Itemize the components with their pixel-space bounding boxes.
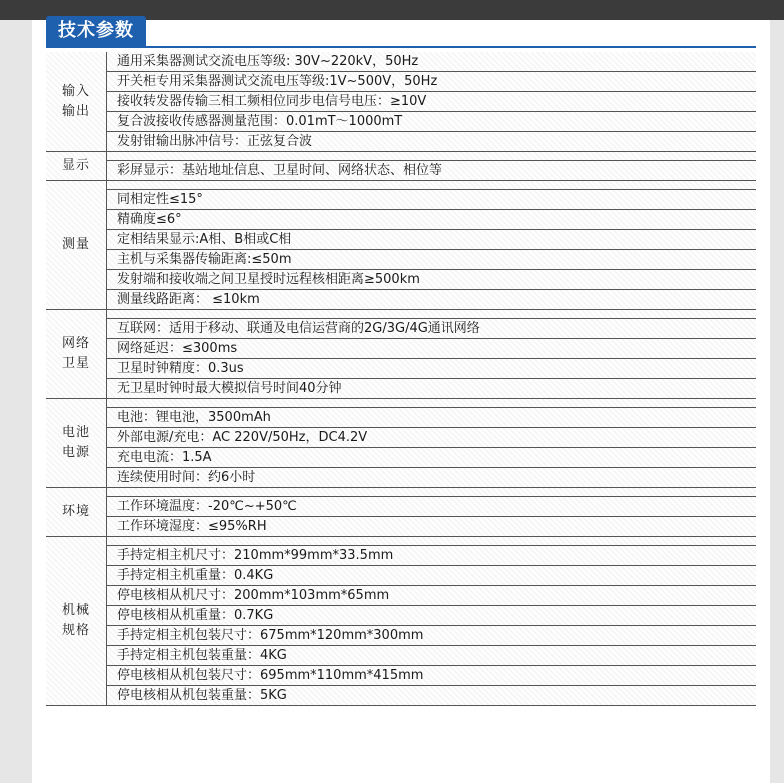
spec-row: 外部电源/充电：AC 220V/50Hz，DC4.2V <box>107 428 756 448</box>
spec-row: 定相结果显示:A相、B相或C相 <box>107 230 756 250</box>
spec-group <box>46 181 756 310</box>
spec-row: 主机与采集器传输距离:≤50m <box>107 250 756 270</box>
title-rule <box>46 46 756 48</box>
spec-row: 同相定性≤15° <box>107 190 756 210</box>
spec-group-rows <box>107 152 756 180</box>
spec-row: 测量线路距离： ≤10km <box>117 292 260 307</box>
spec-row: 工作环境温度：-20℃~+50℃ <box>107 497 756 517</box>
spec-row: 互联网：适用于移动、联通及电信运营商的2G/3G/4G通讯网络 <box>107 319 756 339</box>
spec-group-rows <box>107 488 756 536</box>
spec-row: 连续使用时间：约6小时 <box>117 470 256 485</box>
spec-group-label: 测量 <box>46 181 107 309</box>
spec-row: 手持定相主机包装尺寸：675mm*120mm*300mm <box>107 626 756 646</box>
left-margin <box>0 20 32 783</box>
spec-row: 手持定相主机尺寸：210mm*99mm*33.5mm <box>107 546 756 566</box>
spec-group-label: 环境 <box>46 488 107 536</box>
spec-group-rows <box>107 181 756 309</box>
spec-row: 停电核相从机尺寸：200mm*103mm*65mm <box>107 586 756 606</box>
spec-row: 停电核相从机包装尺寸：695mm*110mm*415mm <box>107 666 756 686</box>
spec-row: 彩屏显示：基站地址信息、卫星时间、网络状态、相位等 <box>117 163 443 178</box>
spec-group-label: 显示 <box>46 152 107 180</box>
spec-group <box>46 488 756 537</box>
spec-row: 停电核相从机包装重量：5KG <box>117 688 287 703</box>
spec-table <box>46 52 756 706</box>
spec-row: 发射端和接收端之间卫星授时远程核相距离≥500km <box>107 270 756 290</box>
spec-row: 无卫星时钟时最大模拟信号时间40分钟 <box>117 381 342 396</box>
spec-row: 停电核相从机重量：0.7KG <box>107 606 756 626</box>
spec-group <box>46 152 756 181</box>
spec-row: 充电电流：1.5A <box>107 448 756 468</box>
spec-row-spacer <box>107 399 756 408</box>
spec-group <box>46 52 756 152</box>
spec-group <box>46 399 756 488</box>
spec-group-rows <box>107 52 756 151</box>
spec-row: 电池：锂电池，3500mAh <box>107 408 756 428</box>
spec-row: 工作环境湿度：≤95%RH <box>117 519 267 534</box>
spec-group-label: 网络 卫星 <box>46 310 107 398</box>
spec-group-label: 电池 电源 <box>46 399 107 487</box>
spec-row: 通用采集器测试交流电压等级: 30V~220kV，50Hz <box>107 52 756 72</box>
spec-row-spacer <box>107 152 756 161</box>
spec-group-label: 机械 规格 <box>46 537 107 705</box>
spec-row-spacer <box>107 310 756 319</box>
spec-row: 发射钳输出脉冲信号：正弦复合波 <box>117 134 313 149</box>
spec-row: 手持定相主机包装重量：4KG <box>107 646 756 666</box>
spec-row: 手持定相主机重量：0.4KG <box>107 566 756 586</box>
spec-row: 网络延迟：≤300ms <box>107 339 756 359</box>
spec-group-label: 输入 输出 <box>46 52 107 151</box>
spec-row-spacer <box>107 488 756 497</box>
spec-row: 接收转发器传输三相工频相位同步电信号电压：≥10V <box>107 92 756 112</box>
spec-row: 复合波接收传感器测量范围：0.01mT～1000mT <box>107 112 756 132</box>
spec-row-spacer <box>107 181 756 190</box>
spec-group <box>46 310 756 399</box>
spec-group-rows <box>107 399 756 487</box>
spec-group-rows <box>107 310 756 398</box>
spec-row: 精确度≤6° <box>107 210 756 230</box>
section-title: 技术参数 <box>46 16 146 46</box>
spec-group <box>46 537 756 706</box>
spec-group-rows <box>107 537 756 705</box>
spec-row-spacer <box>107 537 756 546</box>
spec-row: 开关柜专用采集器测试交流电压等级:1V~500V，50Hz <box>107 72 756 92</box>
spec-row: 卫星时钟精度：0.3us <box>107 359 756 379</box>
right-margin <box>770 20 784 783</box>
